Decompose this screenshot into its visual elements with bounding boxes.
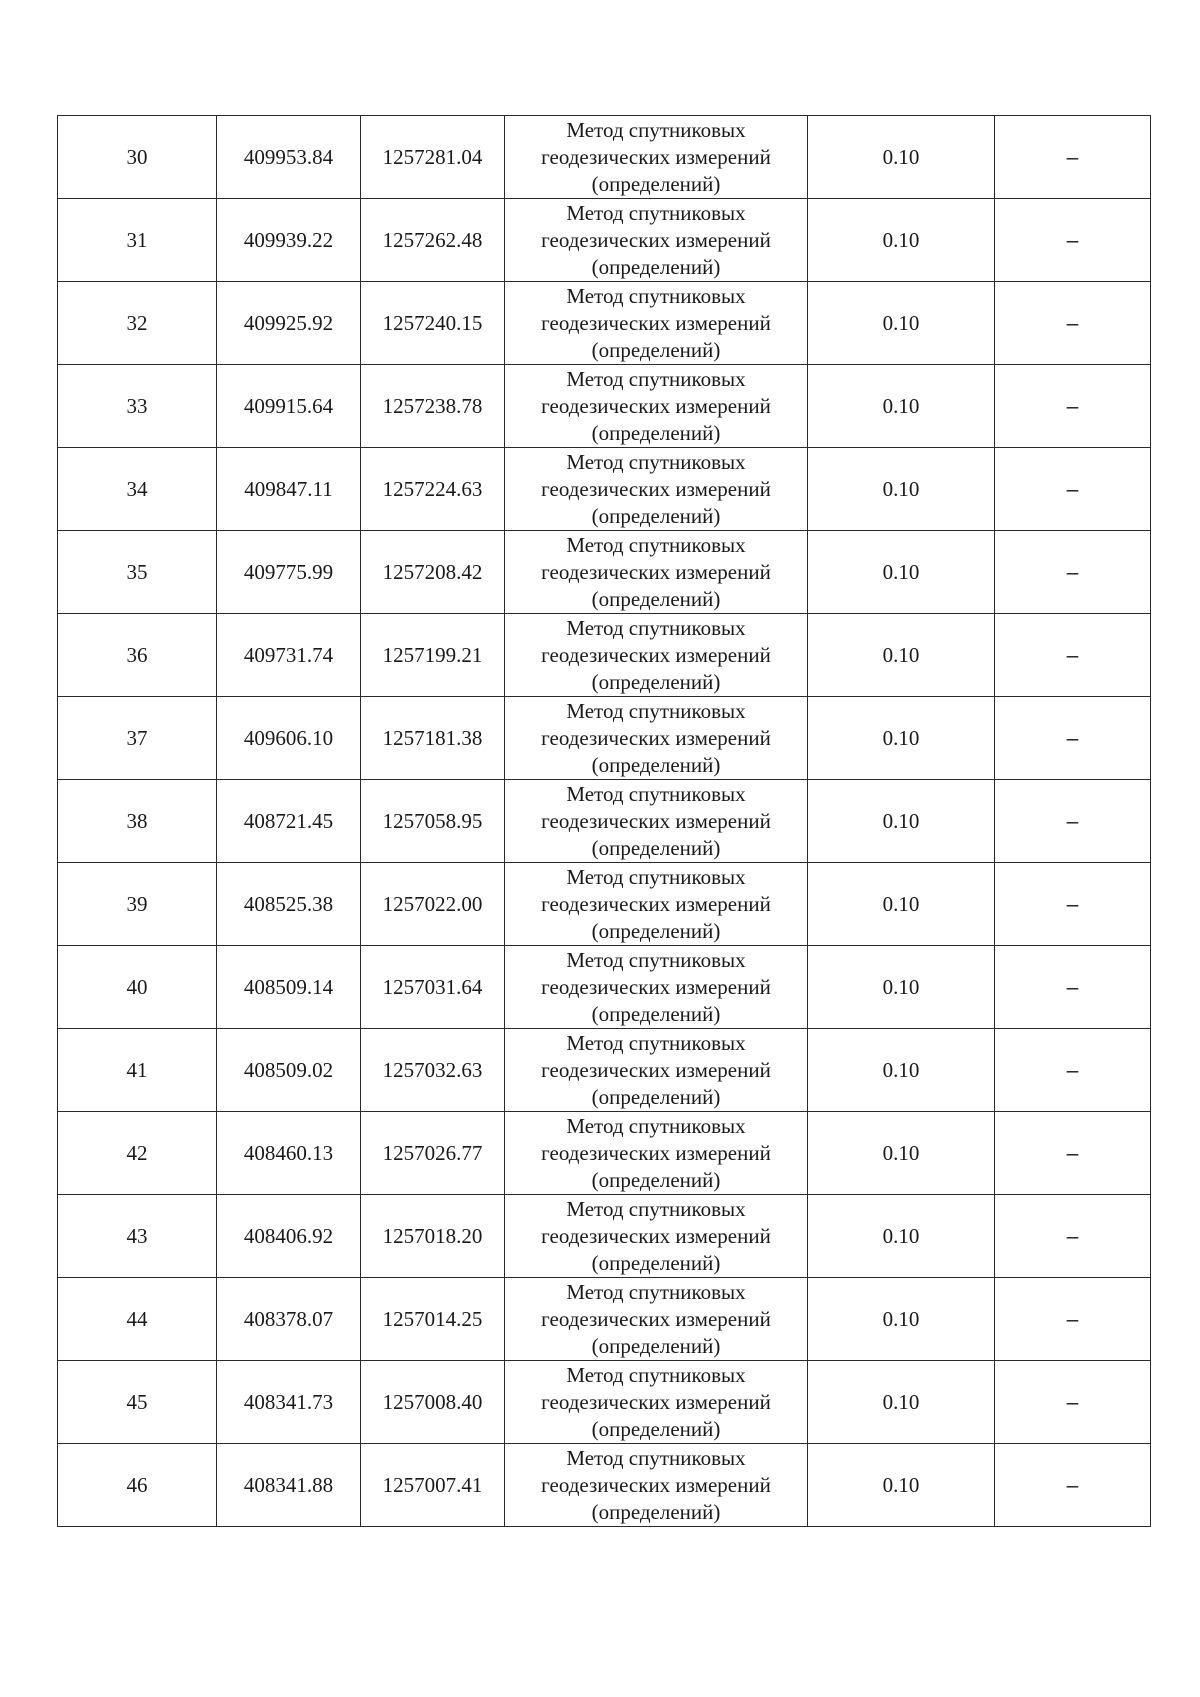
method-cell <box>505 282 808 365</box>
method-cell <box>505 199 808 282</box>
method-cell <box>505 780 808 863</box>
method-line: Метод спутниковых <box>566 1113 746 1138</box>
point-number-cell: 40 <box>58 946 217 1029</box>
y-coordinate-cell: 1257031.64 <box>361 946 505 1029</box>
point-number-cell: 32 <box>58 282 217 365</box>
method-line: геодезических измерений <box>541 476 771 501</box>
method-line: (определений) <box>591 503 721 528</box>
note-cell: – <box>995 116 1151 199</box>
method-cell <box>505 863 808 946</box>
note-cell: – <box>995 863 1151 946</box>
x-coordinate-cell: 409939.22 <box>217 199 361 282</box>
method-line: Метод спутниковых <box>566 1196 746 1221</box>
accuracy-cell: 0.10 <box>808 199 995 282</box>
table-row <box>58 1444 1151 1527</box>
note-cell: – <box>995 697 1151 780</box>
x-coordinate-cell: 408378.07 <box>217 1278 361 1361</box>
x-coordinate-cell: 408509.14 <box>217 946 361 1029</box>
accuracy-cell: 0.10 <box>808 1112 995 1195</box>
point-number-cell: 34 <box>58 448 217 531</box>
note-cell: – <box>995 1278 1151 1361</box>
table-row <box>58 863 1151 946</box>
point-number-cell: 30 <box>58 116 217 199</box>
table-row <box>58 282 1151 365</box>
note-cell: – <box>995 946 1151 1029</box>
method-line: (определений) <box>591 1416 721 1441</box>
method-line: геодезических измерений <box>541 1472 771 1497</box>
accuracy-cell: 0.10 <box>808 946 995 1029</box>
x-coordinate-cell: 408509.02 <box>217 1029 361 1112</box>
x-coordinate-cell: 408341.88 <box>217 1444 361 1527</box>
x-coordinate-cell: 408525.38 <box>217 863 361 946</box>
method-line: геодезических измерений <box>541 227 771 252</box>
method-line: Метод спутниковых <box>566 1279 746 1304</box>
note-cell: – <box>995 1195 1151 1278</box>
method-line: геодезических измерений <box>541 642 771 667</box>
table-row <box>58 946 1151 1029</box>
method-cell <box>505 365 808 448</box>
method-line: (определений) <box>591 1499 721 1524</box>
x-coordinate-cell: 409915.64 <box>217 365 361 448</box>
y-coordinate-cell: 1257208.42 <box>361 531 505 614</box>
method-line: Метод спутниковых <box>566 1445 746 1470</box>
method-cell <box>505 1195 808 1278</box>
accuracy-cell: 0.10 <box>808 448 995 531</box>
coordinates-table-body <box>58 116 1151 1527</box>
point-number-cell: 41 <box>58 1029 217 1112</box>
y-coordinate-cell: 1257007.41 <box>361 1444 505 1527</box>
y-coordinate-cell: 1257238.78 <box>361 365 505 448</box>
x-coordinate-cell: 409731.74 <box>217 614 361 697</box>
y-coordinate-cell: 1257058.95 <box>361 780 505 863</box>
accuracy-cell: 0.10 <box>808 697 995 780</box>
method-line: геодезических измерений <box>541 310 771 335</box>
point-number-cell: 44 <box>58 1278 217 1361</box>
note-cell: – <box>995 1112 1151 1195</box>
y-coordinate-cell: 1257281.04 <box>361 116 505 199</box>
y-coordinate-cell: 1257014.25 <box>361 1278 505 1361</box>
method-line: (определений) <box>591 1250 721 1275</box>
y-coordinate-cell: 1257022.00 <box>361 863 505 946</box>
table-row <box>58 365 1151 448</box>
point-number-cell: 45 <box>58 1361 217 1444</box>
method-cell <box>505 448 808 531</box>
point-number-cell: 36 <box>58 614 217 697</box>
method-line: Метод спутниковых <box>566 283 746 308</box>
point-number-cell: 42 <box>58 1112 217 1195</box>
method-line: Метод спутниковых <box>566 615 746 640</box>
method-line: геодезических измерений <box>541 1057 771 1082</box>
method-line: геодезических измерений <box>541 1306 771 1331</box>
method-line: геодезических измерений <box>541 393 771 418</box>
note-cell: – <box>995 1029 1151 1112</box>
method-line: геодезических измерений <box>541 559 771 584</box>
x-coordinate-cell: 408460.13 <box>217 1112 361 1195</box>
x-coordinate-cell: 409606.10 <box>217 697 361 780</box>
accuracy-cell: 0.10 <box>808 1444 995 1527</box>
note-cell: – <box>995 282 1151 365</box>
method-cell <box>505 697 808 780</box>
note-cell: – <box>995 365 1151 448</box>
y-coordinate-cell: 1257026.77 <box>361 1112 505 1195</box>
y-coordinate-cell: 1257018.20 <box>361 1195 505 1278</box>
method-line: геодезических измерений <box>541 891 771 916</box>
method-line: (определений) <box>591 669 721 694</box>
method-line: геодезических измерений <box>541 144 771 169</box>
accuracy-cell: 0.10 <box>808 1278 995 1361</box>
method-cell <box>505 1361 808 1444</box>
method-line: (определений) <box>591 918 721 943</box>
method-line: Метод спутниковых <box>566 449 746 474</box>
x-coordinate-cell: 409775.99 <box>217 531 361 614</box>
y-coordinate-cell: 1257181.38 <box>361 697 505 780</box>
note-cell: – <box>995 448 1151 531</box>
method-line: Метод спутниковых <box>566 947 746 972</box>
method-line: геодезических измерений <box>541 808 771 833</box>
accuracy-cell: 0.10 <box>808 780 995 863</box>
method-line: (определений) <box>591 835 721 860</box>
table-row <box>58 199 1151 282</box>
note-cell: – <box>995 614 1151 697</box>
x-coordinate-cell: 408721.45 <box>217 780 361 863</box>
note-cell: – <box>995 780 1151 863</box>
x-coordinate-cell: 409847.11 <box>217 448 361 531</box>
point-number-cell: 43 <box>58 1195 217 1278</box>
method-line: (определений) <box>591 337 721 362</box>
point-number-cell: 31 <box>58 199 217 282</box>
accuracy-cell: 0.10 <box>808 282 995 365</box>
y-coordinate-cell: 1257008.40 <box>361 1361 505 1444</box>
method-line: (определений) <box>591 586 721 611</box>
note-cell: – <box>995 1444 1151 1527</box>
method-line: Метод спутниковых <box>566 864 746 889</box>
y-coordinate-cell: 1257240.15 <box>361 282 505 365</box>
x-coordinate-cell: 408406.92 <box>217 1195 361 1278</box>
method-line: (определений) <box>591 420 721 445</box>
method-cell <box>505 1029 808 1112</box>
y-coordinate-cell: 1257262.48 <box>361 199 505 282</box>
point-number-cell: 39 <box>58 863 217 946</box>
method-line: Метод спутниковых <box>566 781 746 806</box>
method-line: (определений) <box>591 752 721 777</box>
table-row <box>58 1278 1151 1361</box>
method-line: геодезических измерений <box>541 725 771 750</box>
method-line: (определений) <box>591 254 721 279</box>
y-coordinate-cell: 1257224.63 <box>361 448 505 531</box>
method-line: (определений) <box>591 171 721 196</box>
method-cell <box>505 1278 808 1361</box>
method-line: Метод спутниковых <box>566 1362 746 1387</box>
point-number-cell: 46 <box>58 1444 217 1527</box>
coordinates-table <box>57 115 1151 1527</box>
method-cell <box>505 946 808 1029</box>
table-row <box>58 614 1151 697</box>
accuracy-cell: 0.10 <box>808 1361 995 1444</box>
method-line: Метод спутниковых <box>566 117 746 142</box>
accuracy-cell: 0.10 <box>808 365 995 448</box>
table-row <box>58 1112 1151 1195</box>
note-cell: – <box>995 1361 1151 1444</box>
table-row <box>58 1029 1151 1112</box>
method-line: (определений) <box>591 1167 721 1192</box>
method-line: геодезических измерений <box>541 1223 771 1248</box>
method-cell <box>505 116 808 199</box>
table-row <box>58 448 1151 531</box>
x-coordinate-cell: 408341.73 <box>217 1361 361 1444</box>
method-cell <box>505 531 808 614</box>
accuracy-cell: 0.10 <box>808 531 995 614</box>
table-row <box>58 780 1151 863</box>
table-row <box>58 1195 1151 1278</box>
table-row <box>58 116 1151 199</box>
method-cell <box>505 1444 808 1527</box>
accuracy-cell: 0.10 <box>808 1029 995 1112</box>
method-line: Метод спутниковых <box>566 698 746 723</box>
note-cell: – <box>995 531 1151 614</box>
table-row <box>58 531 1151 614</box>
table-row <box>58 697 1151 780</box>
method-line: Метод спутниковых <box>566 200 746 225</box>
method-line: Метод спутниковых <box>566 366 746 391</box>
table-row <box>58 1361 1151 1444</box>
point-number-cell: 37 <box>58 697 217 780</box>
accuracy-cell: 0.10 <box>808 116 995 199</box>
y-coordinate-cell: 1257032.63 <box>361 1029 505 1112</box>
method-line: (определений) <box>591 1001 721 1026</box>
accuracy-cell: 0.10 <box>808 614 995 697</box>
method-line: Метод спутниковых <box>566 532 746 557</box>
accuracy-cell: 0.10 <box>808 1195 995 1278</box>
method-line: Метод спутниковых <box>566 1030 746 1055</box>
accuracy-cell: 0.10 <box>808 863 995 946</box>
method-line: геодезических измерений <box>541 1140 771 1165</box>
method-line: геодезических измерений <box>541 1389 771 1414</box>
note-cell: – <box>995 199 1151 282</box>
method-cell <box>505 614 808 697</box>
method-line: (определений) <box>591 1084 721 1109</box>
point-number-cell: 33 <box>58 365 217 448</box>
method-cell <box>505 1112 808 1195</box>
point-number-cell: 35 <box>58 531 217 614</box>
point-number-cell: 38 <box>58 780 217 863</box>
method-line: геодезических измерений <box>541 974 771 999</box>
y-coordinate-cell: 1257199.21 <box>361 614 505 697</box>
x-coordinate-cell: 409953.84 <box>217 116 361 199</box>
method-line: (определений) <box>591 1333 721 1358</box>
x-coordinate-cell: 409925.92 <box>217 282 361 365</box>
